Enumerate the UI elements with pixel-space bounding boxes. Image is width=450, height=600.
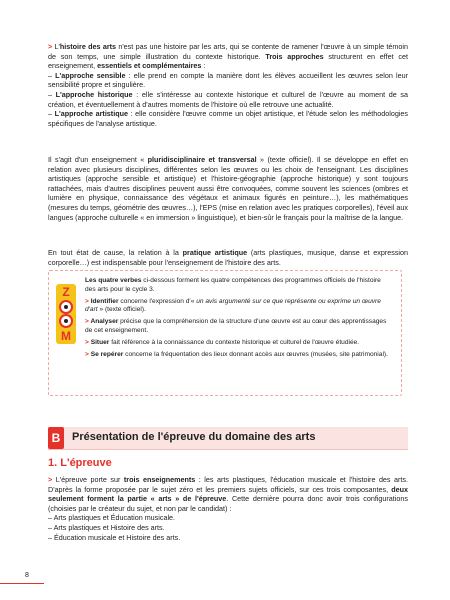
text: précise que la compréhension de la structure d'une œuvre est au cœur des apprentissages de cet enseignement.	[85, 318, 387, 334]
text: : les arts plastiques, l'éducation musicale et l'histoire des arts. D'après la forme proposée par le sujet zéro et les premiers sujets officiels, sur ces trois composantes,	[48, 475, 409, 494]
text: Il s'agit d'un enseignement «	[48, 155, 148, 164]
pluridisciplinary-paragraph	[48, 155, 408, 222]
bold-text: pluridisciplinaire et transversal	[147, 155, 257, 164]
page-number-rule	[0, 583, 44, 584]
text: ci-dessous forment les quatre compétences des programmes officiels de l'histoire des arts pour le cycle 3.	[85, 277, 381, 293]
svg-text:M: M	[61, 329, 71, 343]
bold-text: Se repérer	[90, 350, 124, 358]
zoom-box	[48, 270, 402, 396]
arrow-marker: >	[85, 318, 91, 326]
bold-text: L'approche artistique	[54, 109, 128, 119]
bold-text: Analyser	[90, 318, 119, 326]
bold-text: Trois approches	[265, 51, 324, 61]
text: L'épreuve porte sur	[52, 475, 124, 484]
section-title: Présentation de l'épreuve du domaine des arts	[72, 431, 316, 443]
approach-artistique	[48, 109, 408, 128]
intro-paragraph	[48, 42, 408, 128]
zoom-intro	[85, 277, 393, 295]
page-number: 8	[25, 572, 29, 579]
text: concerne la fréquentation des lieux donnant accès aux œuvres (musées, site patrimonial).	[123, 350, 388, 358]
text: En tout état de cause, la relation à la	[48, 248, 183, 257]
text: : elle considère l'œuvre comme un objet artistique, et l'étude selon les méthodologies spécifiques de l'analyse artistique.	[48, 109, 409, 128]
bold-text: essentiels et complémentaires	[97, 61, 202, 71]
dash: –	[48, 70, 56, 80]
text: :	[201, 61, 206, 71]
approach-sensible	[48, 71, 408, 90]
text: (arts plastiques, musique, danse et expression corporelle…) est indispensable pour l'enseignement de l'histoire des arts.	[48, 248, 409, 267]
text: structurent en effet cet enseignement,	[48, 51, 408, 71]
bold-text: trois enseignements	[123, 475, 196, 484]
arrow-marker: >	[85, 338, 91, 346]
dash: –	[48, 109, 55, 119]
svg-text:Z: Z	[62, 285, 70, 299]
text: : elle s'intéresse au contexte historique et culturel de l'œuvre au moment de sa création, et éventuellement à d'autres moments de l'histoire où elle retrouve une actualité.	[48, 89, 408, 109]
dash: –	[48, 89, 56, 99]
zoom-logo-icon	[55, 283, 77, 345]
text: » (texte officiel).	[97, 306, 146, 314]
bold-text: deux seulement forment la partie « arts » de l'épreuve	[48, 484, 408, 504]
list-item: – Arts plastiques et Histoire des arts.	[48, 522, 165, 532]
exam-paragraph	[48, 475, 408, 542]
zoom-item-analyser	[85, 318, 393, 336]
bold-text: L'approche historique	[55, 89, 133, 99]
text: n'est pas une histoire par les arts, qui se contente de ramener l'œuvre à un simple témoin de son temps, une simple illustration du contexte historique.	[48, 42, 408, 61]
arrow-marker: >	[48, 475, 53, 484]
bold-text: Les quatre verbes	[85, 277, 142, 284]
list-item: – Arts plastiques et Éducation musicale.	[48, 513, 176, 523]
italic-text: un avis argumenté sur ce que représente ou exprime un œuvre d'art	[85, 297, 381, 314]
arrow-marker: >	[85, 297, 91, 305]
zoom-item-identifier	[85, 298, 393, 316]
text: : elle prend en compte la manière dont les élèves accueillent les œuvres selon leur sensibilité propre et singulière.	[48, 70, 408, 90]
text: fait référence à la connaissance du contexte historique et culturel de l'œuvre étudiée.	[109, 338, 360, 346]
bold-text: histoire des arts	[59, 42, 117, 51]
zoom-item-se-reperer	[85, 351, 393, 360]
text: » (texte officiel). Il se développe en effet en relation avec plusieurs disciplines, différentes selon les œuvres ou les choix de l'enseignant. Les disciplines artistiques (approche sensible et artistique) et l'histoire-géographie (approche historique) y sont toujours rattachées, mais d'autres disciplines peuvent aussi être convoquées, comme souvent les sciences (ombres et lumière en physique, connaissance des végétaux et animaux figurés en peinture…), les mathématiques (mesures du temps, géométrie des œuvres…), l'EPS (mise en relation avec les pratiques corporelles), l'éveil aux langues (approche culturelle « en immersion » linguistique), et bien-sûr le français pour la maîtrise de la langue.	[48, 155, 408, 222]
list-item: – Éducation musicale et Histoire des arts.	[48, 532, 181, 542]
practice-paragraph	[48, 248, 408, 267]
bold-text: pratique artistique	[182, 248, 248, 257]
section-letter-badge: B	[48, 427, 64, 449]
bold-text: L'approche sensible	[55, 70, 126, 80]
text: L'	[52, 42, 60, 51]
text: concerne l'expression d'«	[118, 297, 197, 305]
section-b-header	[48, 427, 408, 450]
text: . Cette dernière pourra donc avoir trois configurations (choisies par le créateur du sujet, et non par le candidat) :	[48, 494, 408, 513]
arrow-marker: >	[85, 350, 91, 358]
bold-text: Identifier	[90, 297, 119, 305]
zoom-item-situer	[85, 339, 393, 348]
subsection-title: 1. L'épreuve	[48, 457, 112, 469]
approach-historique	[48, 90, 408, 109]
arrow-marker: >	[48, 42, 53, 51]
zoom-text	[85, 277, 393, 362]
bold-text: Situer	[90, 338, 110, 346]
